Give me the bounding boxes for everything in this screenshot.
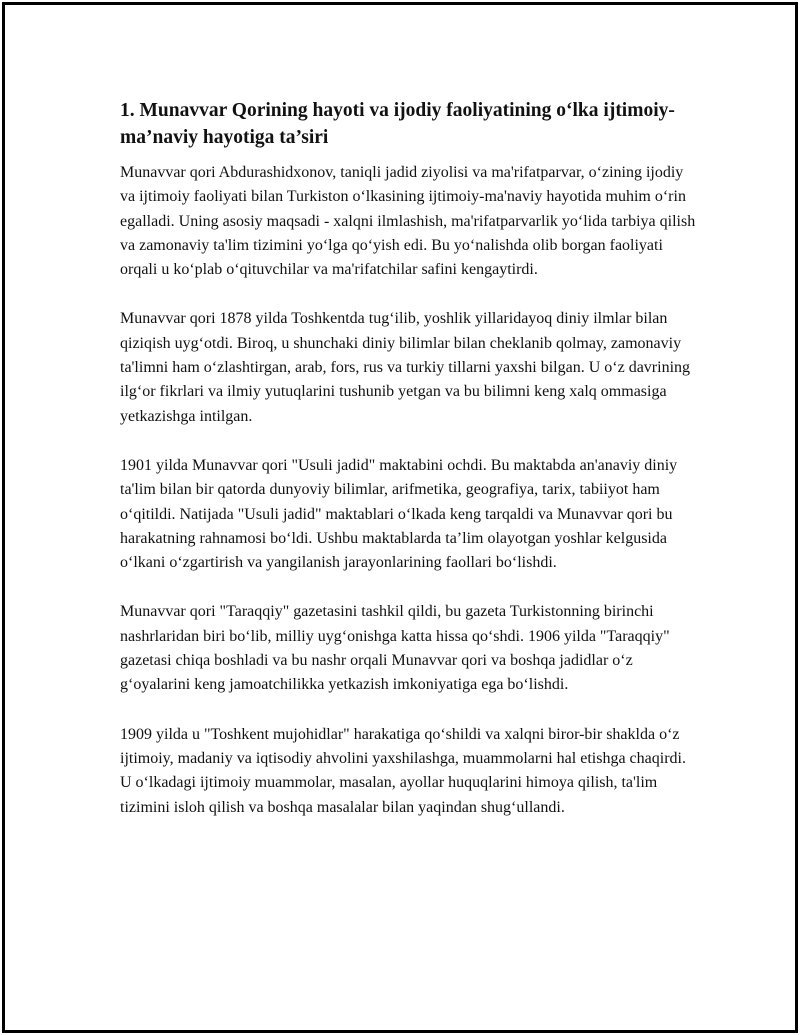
section-heading: 1. Munavvar Qorining hayoti va ijodiy faoliyatining o‘lka ijtimoiy-ma’naviy hayotiga ta’siri xyxy=(120,100,675,148)
page-frame xyxy=(2,2,798,1033)
paragraph-4: Munavvar qori "Taraqqiy" gazetasini tashkil qildi, bu gazeta Turkistonning birinchi nashrlaridan biri bo‘lib, milliy uyg‘onishga katta hissa qo‘shdi. 1906 yilda "Taraqqiy" gazetasi chiqa boshladi va bu nashr orqali Munavvar qori va boshqa jadidlar o‘z g‘oyalarini keng jamoatchilikka yetkazish imkoniyatiga ega bo‘lishdi. xyxy=(120,603,670,694)
paragraph-1: Munavvar qori Abdurashidxonov, taniqli jadid ziyolisi va ma'rifatparvar, o‘zining ijodiy va ijtimoiy faoliyati bilan Turkiston o‘lkasining ijtimoiy-ma'naviy hayotida muhim o‘rin egalladi. Uning asosiy maqsadi - xalqni ilmlashish, ma'rifatparvarlik yo‘lida tarbiya qilish va zamonaviy ta'lim tizimini yo‘lga qo‘yish edi. Bu yo‘nalishda olib borgan faoliyati orqali u ko‘plab o‘qituvchilar va ma'rifatchilar safini kengaytirdi. xyxy=(120,164,696,279)
paragraph-3: 1901 yilda Munavvar qori "Usuli jadid" maktabini ochdi. Bu maktabda an'anaviy diniy ta'lim bilan bir qatorda dunyoviy bilimlar, arifmetika, geografiya, tarix, tabiiyot ham o‘qitildi. Natijada "Usuli jadid" maktablari o‘lkada keng tarqaldi va Munavvar qori bu harakatning rahnamosi bo‘ldi. Ushbu maktablarda ta’lim olayotgan yoshlar kelgusida o‘lkani o‘zgartirish va yangilanish jarayonlarining faollari bo‘lishdi. xyxy=(120,456,678,572)
paragraph-2: Munavvar qori 1878 yilda Toshkentda tug‘ilib, yoshlik yillaridayoq diniy ilmlar bilan qiziqish uyg‘otdi. Biroq, u shunchaki diniy bilimlar bilan cheklanib qolmay, zamonaviy ta'limni ham o‘zlashtirgan, arab, fors, rus va turkiy tillarni yaxshi bilgan. U o‘z davrining ilg‘or fikrlari va ilmiy yutuqlarini tushunib yetgan va bu bilimni keng xalq ommasiga yetkazishga intilgan. xyxy=(120,310,691,425)
document-body xyxy=(120,97,700,845)
paragraph-5: 1909 yilda u "Toshkent mujohidlar" harakatiga qo‘shildi va xalqni biror-bir shaklda o‘z ijtimoiy, madaniy va iqtisodiy ahvolini yaxshilashga, muammolarni hal etishga chaqirdi. U o‘lkadagi ijtimoiy muammolar, masalan, ayollar huquqlarini himoya qilish, ta'lim tizimini isloh qilish va boshqa masalalar bilan yaqindan shug‘ullandi. xyxy=(120,725,686,816)
